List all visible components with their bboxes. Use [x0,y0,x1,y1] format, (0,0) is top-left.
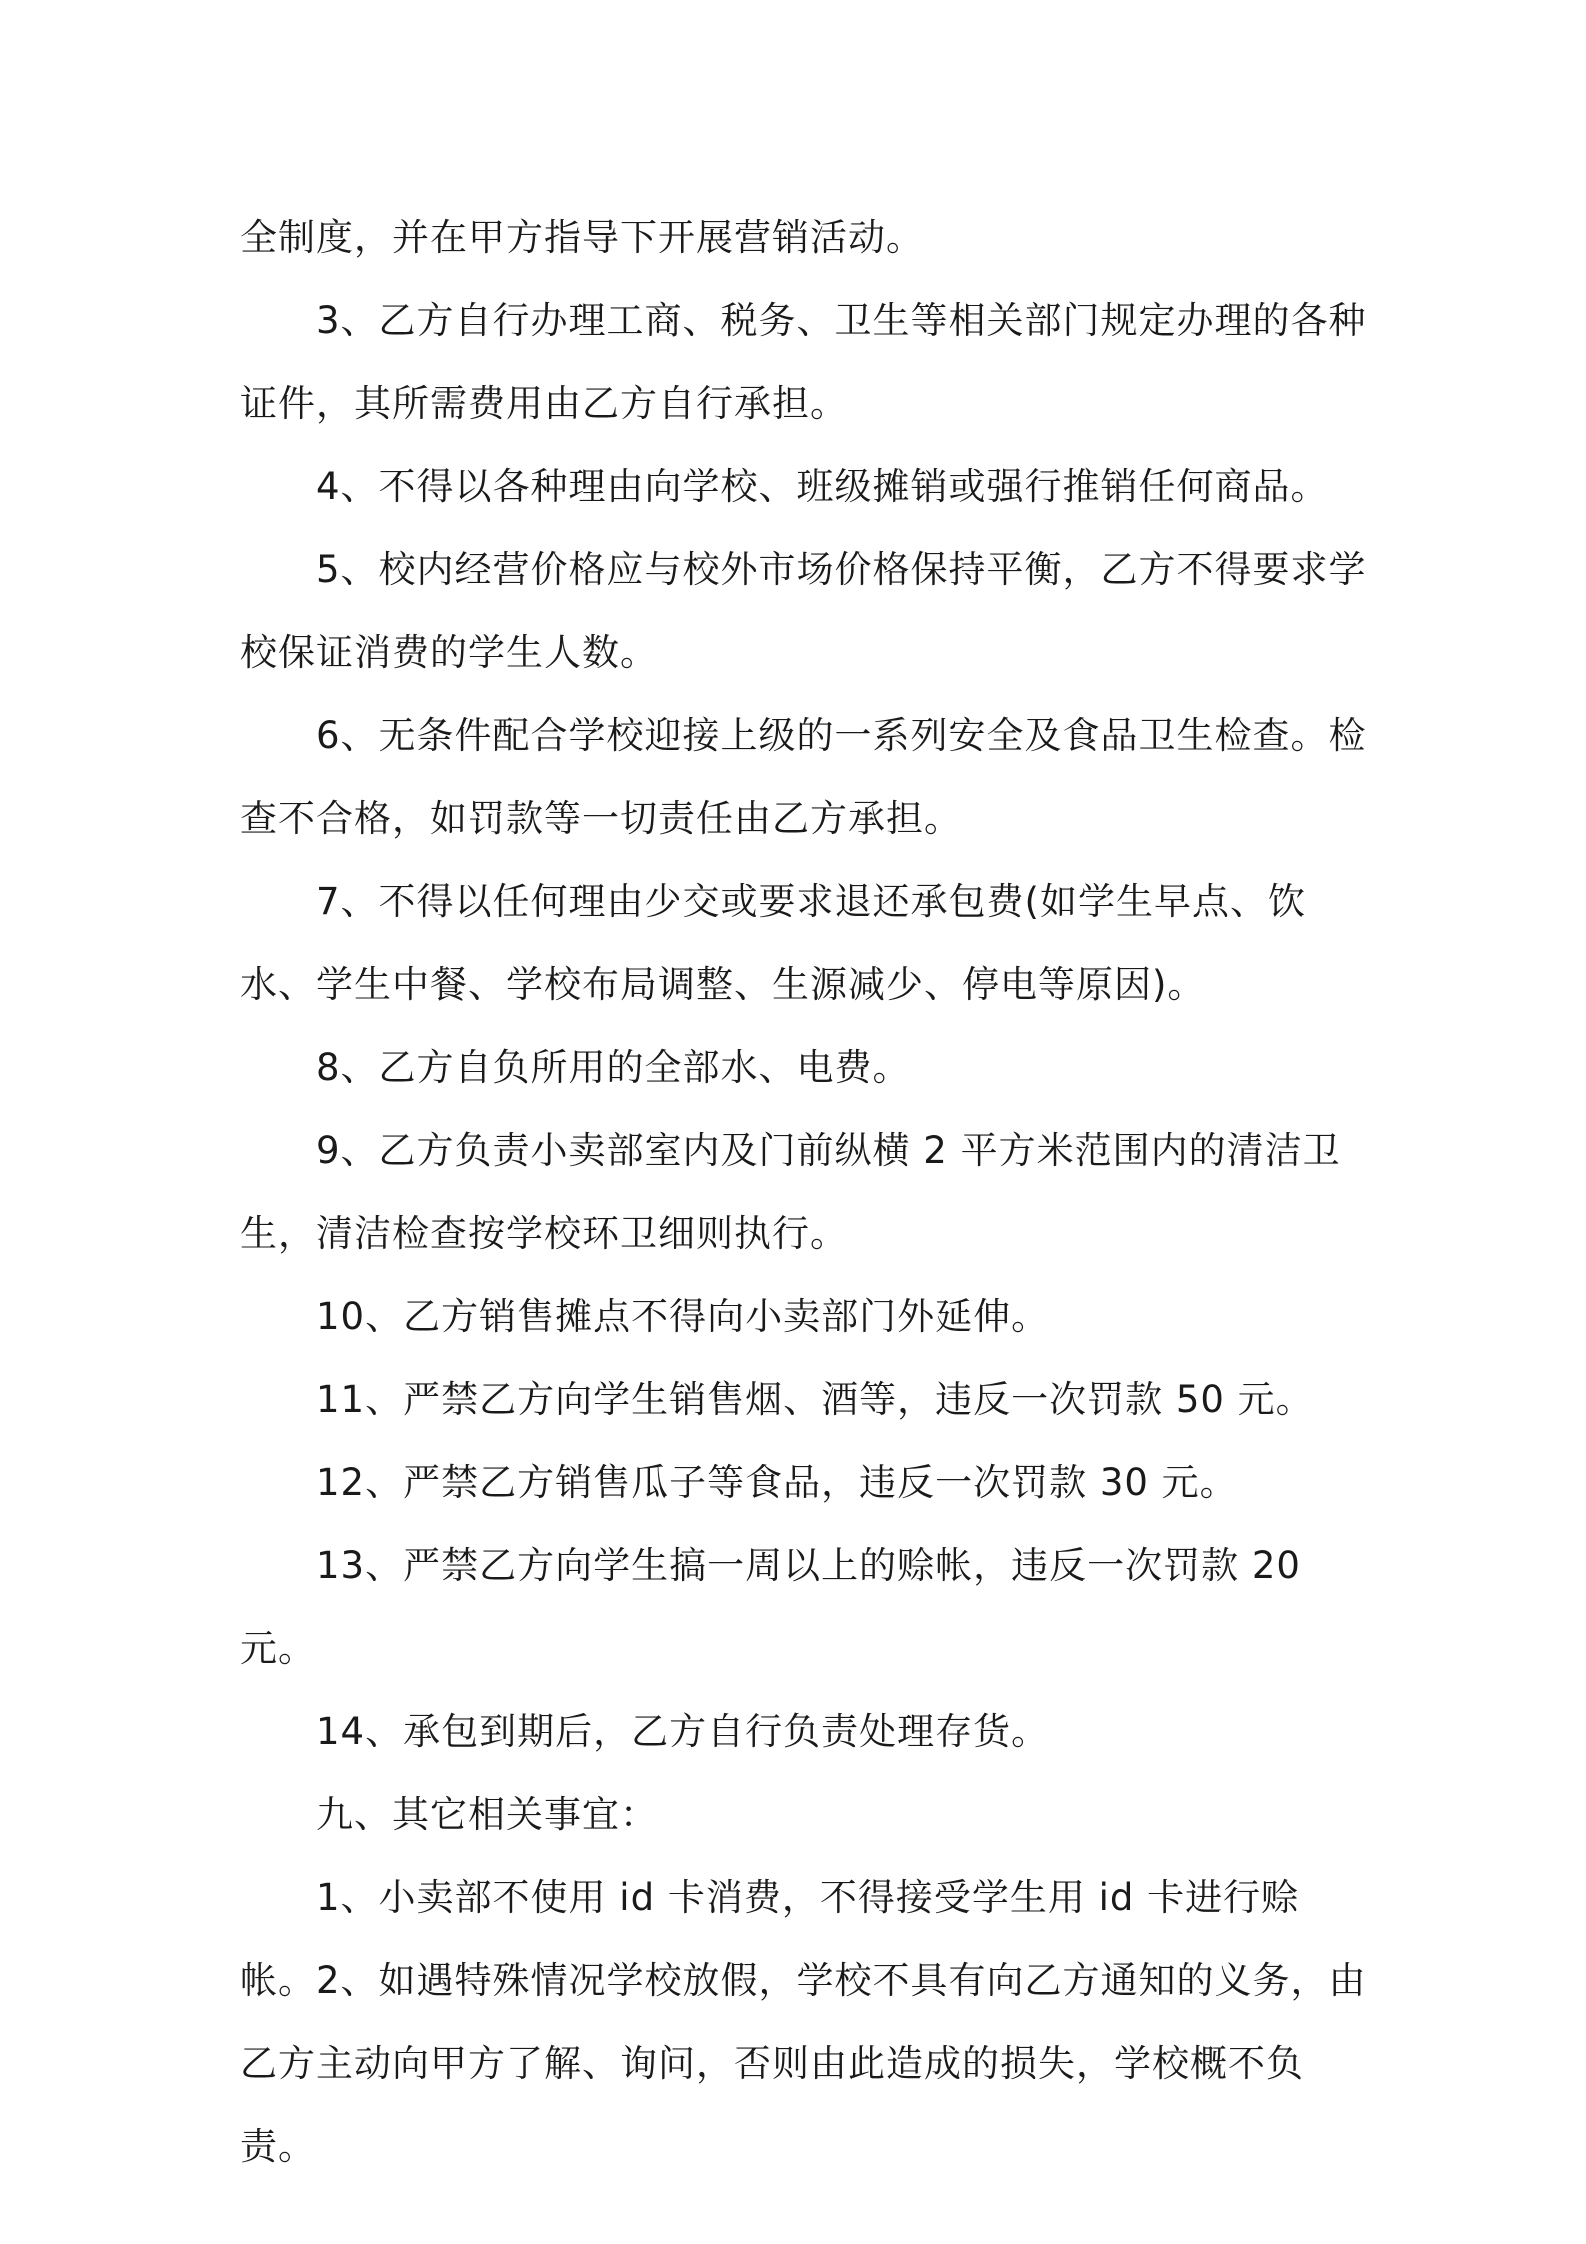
clause-7: 7、不得以任何理由少交或要求退还承包费(如学生早点、饮水、学生中餐、学校布局调整、生源减少、停电等原因)。 [240,880,1306,1006]
clause-12: 12、严禁乙方销售瓜子等食品，违反一次罚款 30 元。 [316,1461,1238,1504]
section-9-clause-1: 1、小卖部不使用 id 卡消费，不得接受学生用 id 卡进行赊帐。2、如遇特殊情况学校放假，学校不具有向乙方通知的义务，由乙方主动向甲方了解、询问，否则由此造成的损失，学校概不负责。 [240,1876,1367,2168]
clause-6: 6、无条件配合学校迎接上级的一系列安全及食品卫生检查。检查不合格，如罚款等一切责任由乙方承担。 [240,714,1367,840]
clause-13: 13、严禁乙方向学生搞一周以上的赊帐，违反一次罚款 20 元。 [240,1544,1301,1670]
clause-8: 8、乙方自负所用的全部水、电费。 [316,1046,911,1089]
section-heading-9: 九、其它相关事宜： [316,1793,658,1836]
clause-11: 11、严禁乙方向学生销售烟、酒等，违反一次罚款 50 元。 [316,1378,1314,1421]
clause-4: 4、不得以各种理由向学校、班级摊销或强行推销任何商品。 [316,465,1329,508]
clause-5: 5、校内经营价格应与校外市场价格保持平衡，乙方不得要求学校保证消费的学生人数。 [240,548,1367,674]
paragraph-continuation: 全制度，并在甲方指导下开展营销活动。 [240,216,924,259]
clause-3: 3、乙方自行办理工商、税务、卫生等相关部门规定办理的各种证件，其所需费用由乙方自行承担。 [240,299,1367,425]
clause-9: 9、乙方负责小卖部室内及门前纵横 2 平方米范围内的清洁卫生，清洁检查按学校环卫细则执行。 [240,1129,1341,1255]
clause-14: 14、承包到期后，乙方自行负责处理存货。 [316,1710,1050,1753]
document-body [240,196,1370,2188]
clause-10: 10、乙方销售摊点不得向小卖部门外延伸。 [316,1295,1050,1338]
